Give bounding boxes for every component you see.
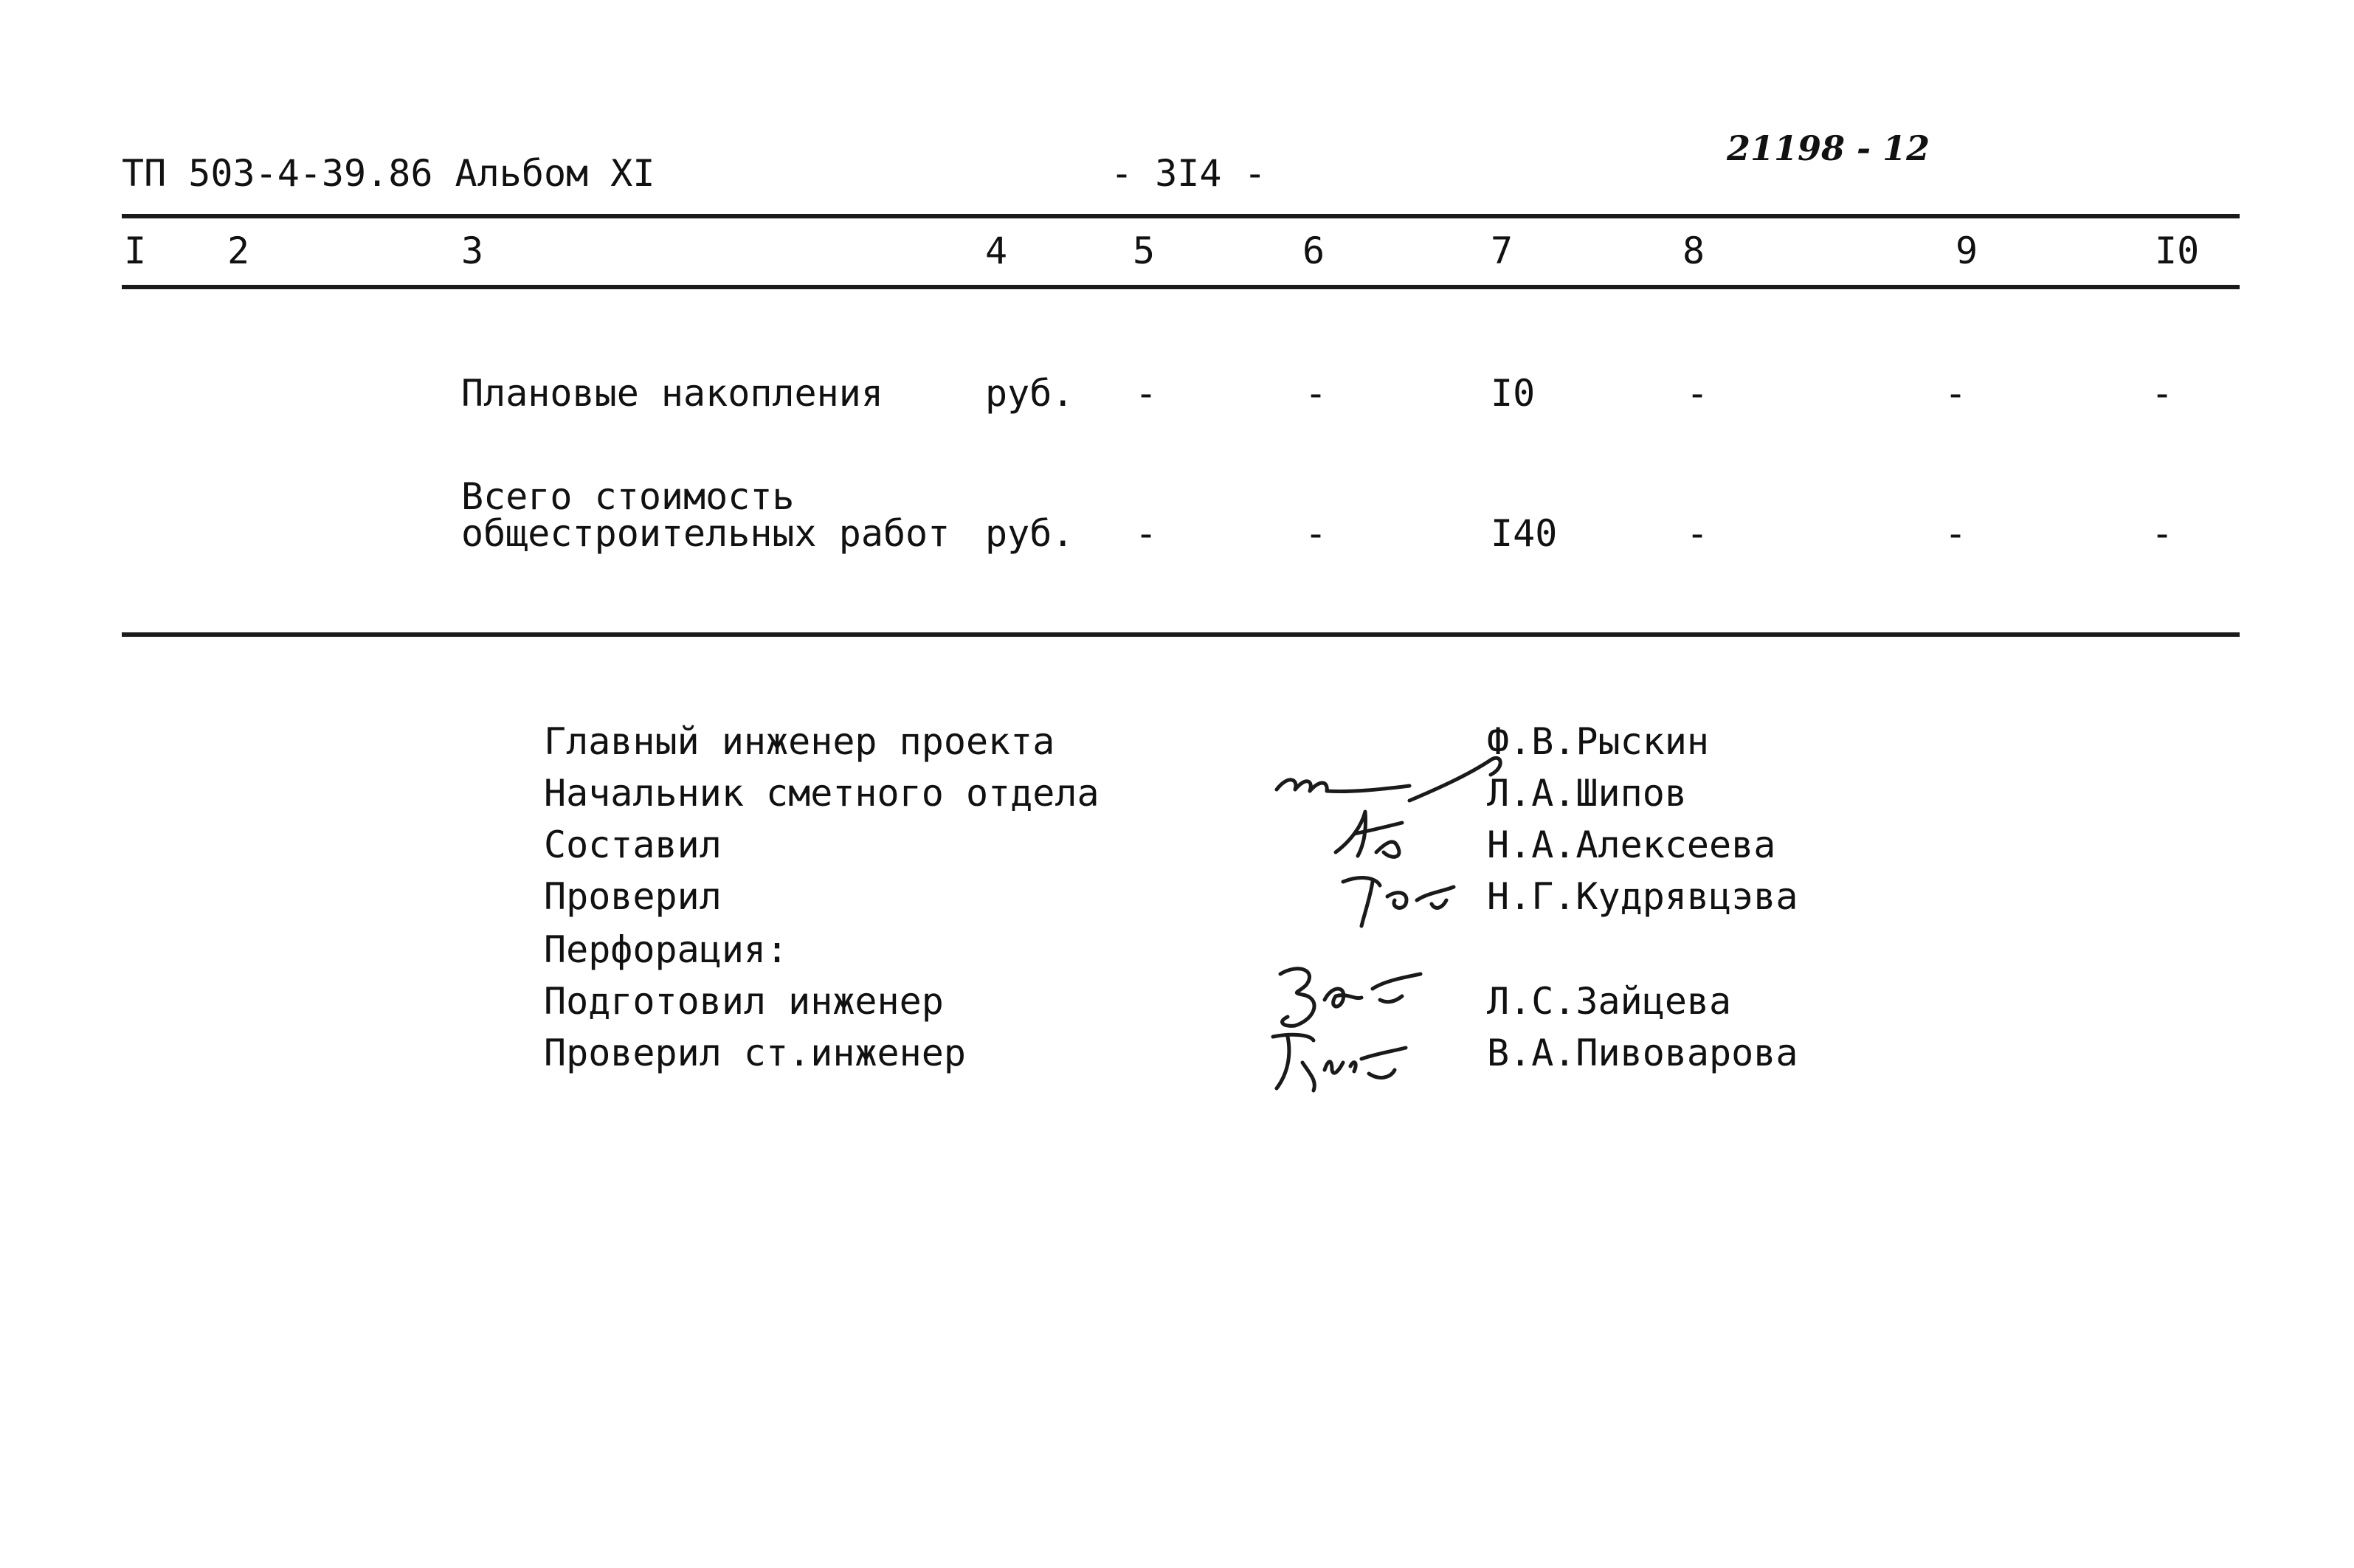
page-number: - 3I4 - <box>1111 152 1266 195</box>
handwritten-signature <box>1258 1026 1413 1096</box>
signatory-role: Проверил ст.инженер <box>544 1032 966 1074</box>
table-header-rule <box>122 285 2240 289</box>
signatory-name: Л.А.Шипов <box>1487 772 1687 815</box>
cell-col8: - <box>1686 512 1709 555</box>
cell-name-line-2: общестроительных работ <box>461 512 950 555</box>
signatory-role: Составил <box>544 823 722 866</box>
table-bottom-rule <box>122 632 2240 637</box>
document-code: ТП 503-4-39.86 Альбом XI <box>122 152 655 195</box>
cell-col7: I40 <box>1491 512 1558 555</box>
signatory-role: Перфорация: <box>544 928 789 971</box>
cell-col9: - <box>1944 512 1967 555</box>
cell-col6: - <box>1305 512 1328 555</box>
column-number: 8 <box>1682 229 1705 272</box>
cell-name: Плановые накопления <box>461 372 883 415</box>
column-number: 4 <box>985 229 1008 272</box>
cell-unit: руб. <box>985 512 1074 555</box>
signatory-role: Главный инженер проекта <box>544 720 1055 763</box>
column-number: I <box>124 229 147 272</box>
handwritten-signature <box>1262 959 1432 1029</box>
column-number: 6 <box>1302 229 1325 272</box>
column-number: 9 <box>1956 229 1978 272</box>
column-number: I0 <box>2155 229 2200 272</box>
signatory-role: Начальник сметного отдела <box>544 772 1100 815</box>
handwritten-signature <box>1332 863 1461 930</box>
signatory-name: Н.А.Алексеева <box>1487 823 1776 866</box>
column-number: 2 <box>227 229 250 272</box>
cell-col7: I0 <box>1491 372 1536 415</box>
column-number: 5 <box>1133 229 1156 272</box>
signatory-name: Н.Г.Кудрявцэва <box>1487 875 1798 918</box>
signatory-role: Подготовил инженер <box>544 980 944 1023</box>
cell-col10: - <box>2151 372 2174 415</box>
cell-col6: - <box>1305 372 1328 415</box>
cell-col5: - <box>1135 372 1158 415</box>
column-number: 3 <box>461 229 484 272</box>
cell-col10: - <box>2151 512 2174 555</box>
signatory-role: Проверил <box>544 875 722 918</box>
signatory-name: В.А.Пивоварова <box>1487 1032 1798 1074</box>
signatory-name: Ф.В.Рыскин <box>1487 720 1710 763</box>
column-number: 7 <box>1491 229 1513 272</box>
signatory-name: Л.С.Зайцева <box>1487 980 1732 1023</box>
cell-name-line-1: Всего стоимость <box>461 475 795 518</box>
cell-unit: руб. <box>985 372 1074 415</box>
table-top-rule <box>122 214 2240 218</box>
stamp-number: 21198 - 12 <box>1727 128 1930 168</box>
cell-col5: - <box>1135 512 1158 555</box>
cell-col8: - <box>1686 372 1709 415</box>
cell-col9: - <box>1944 372 1967 415</box>
handwritten-signature <box>1321 801 1417 863</box>
